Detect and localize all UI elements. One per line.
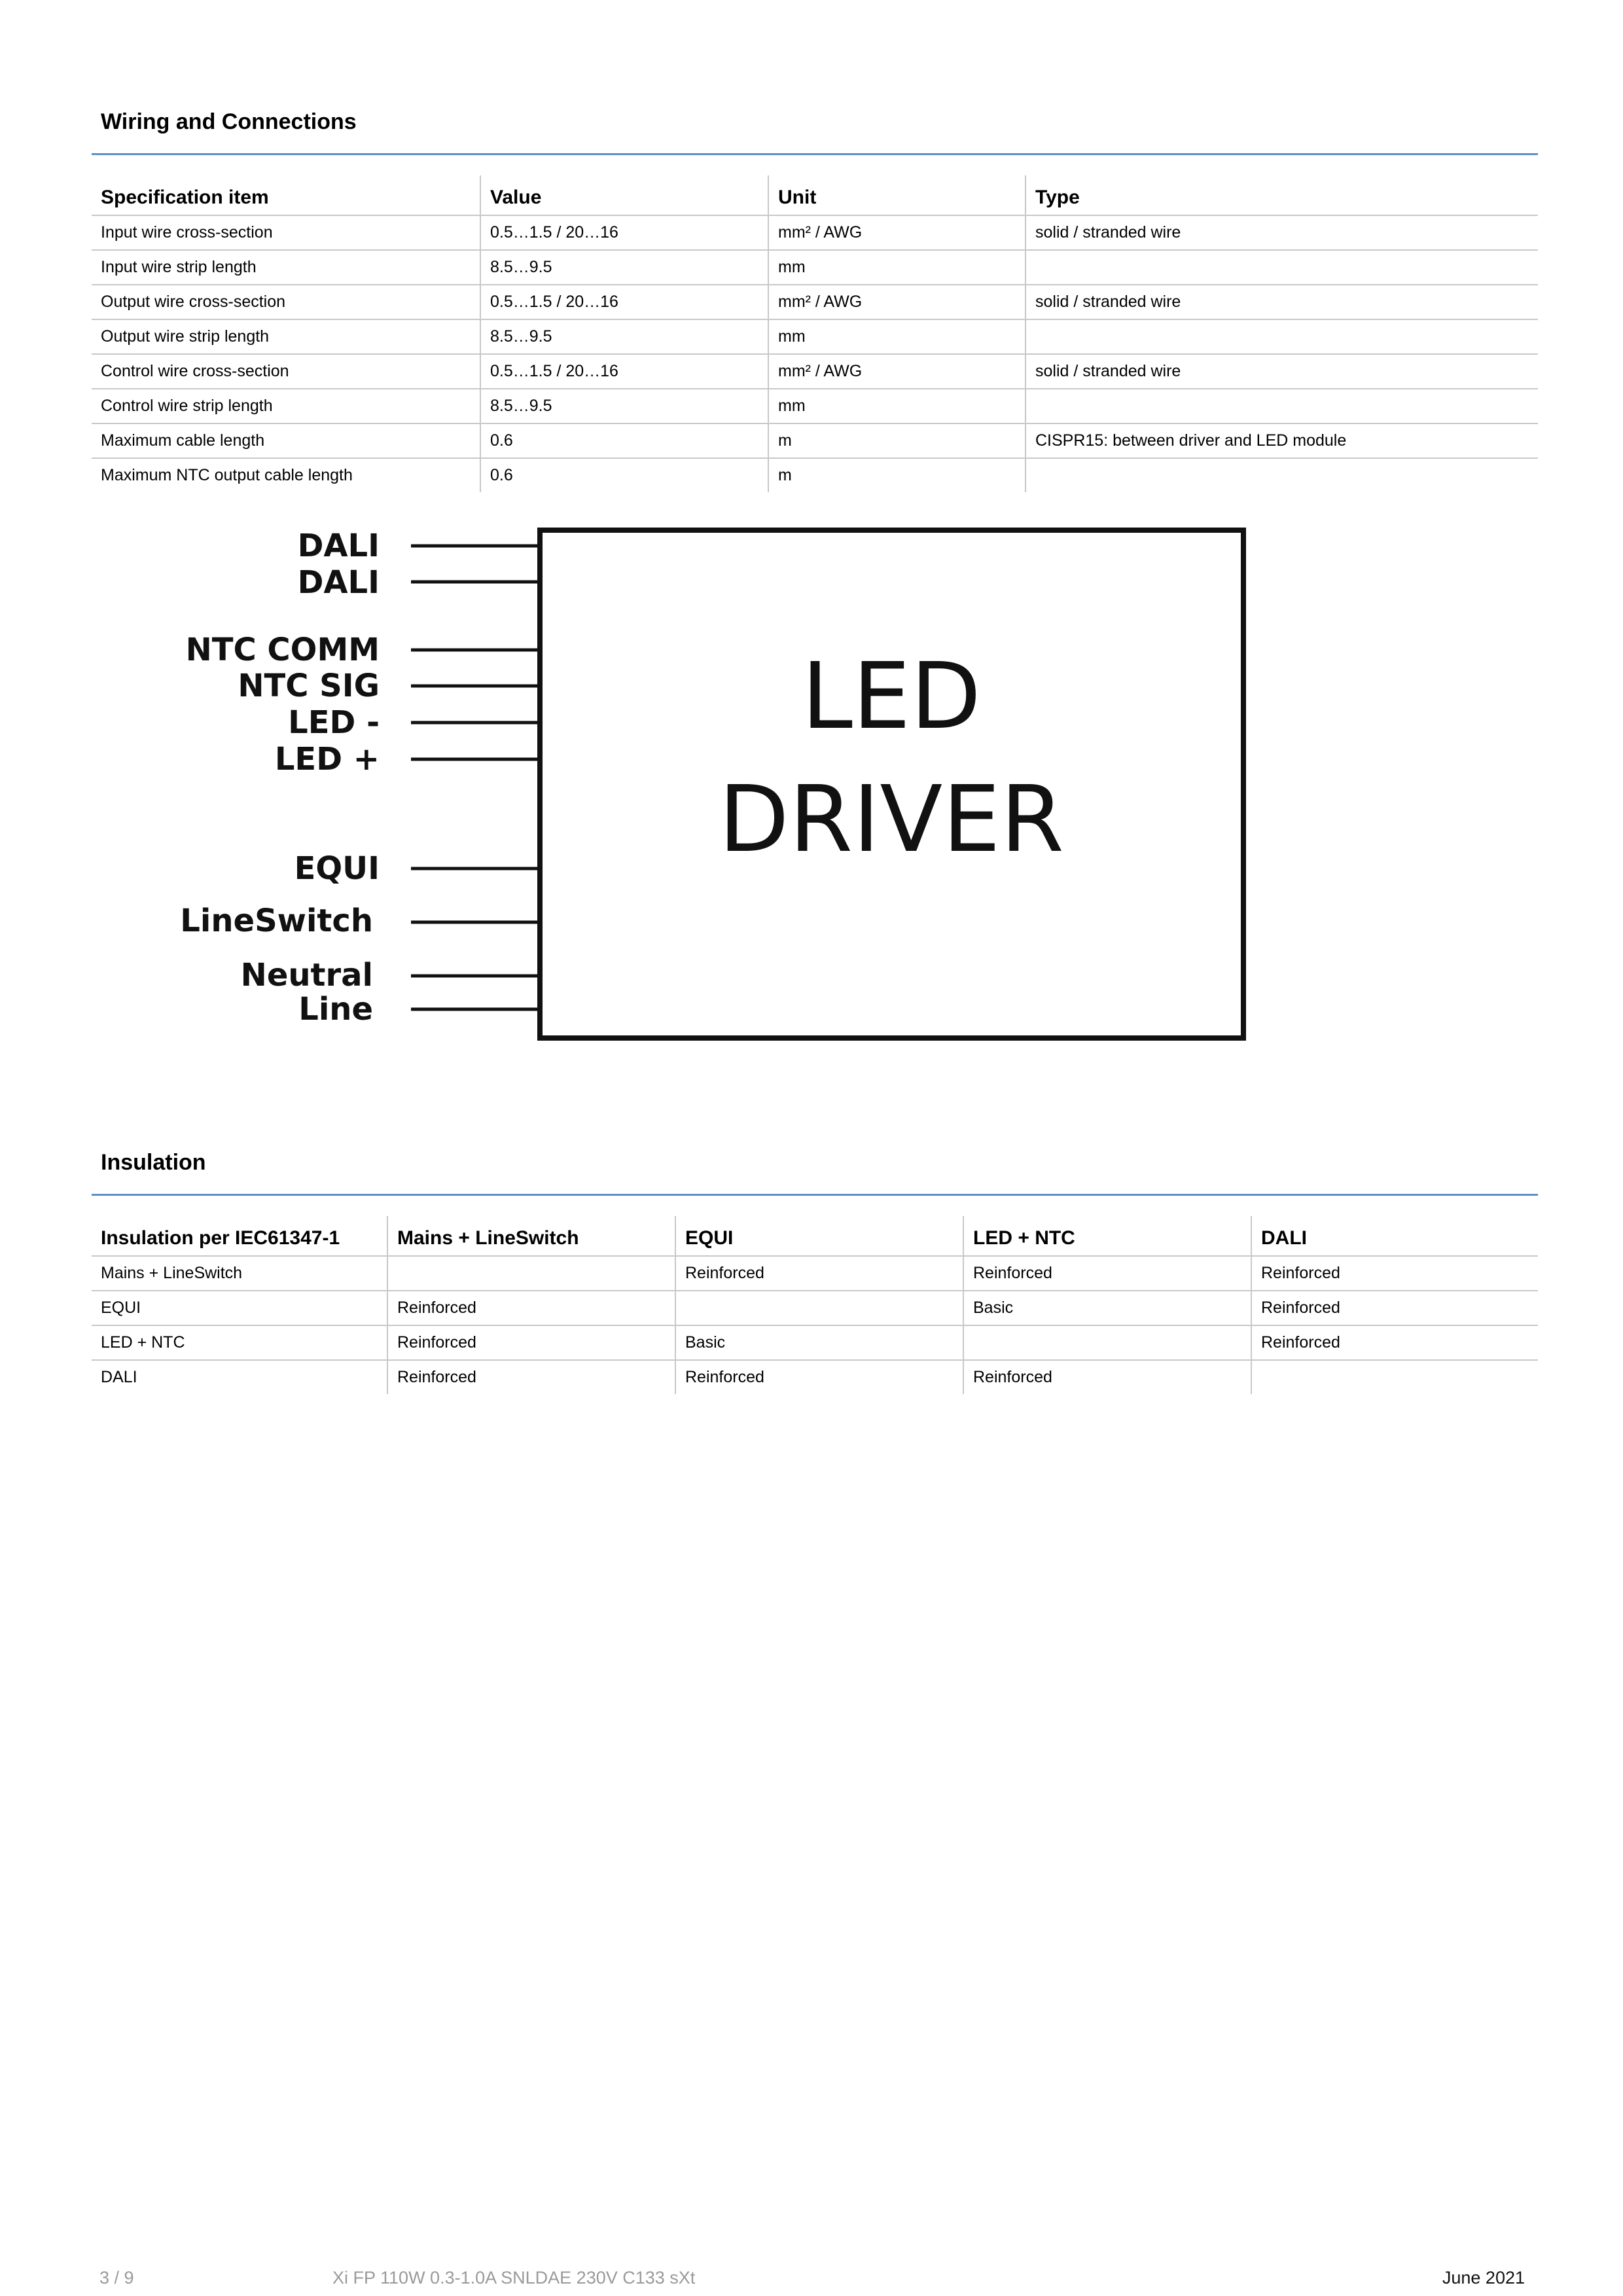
cell-spec-item: Control wire strip length xyxy=(92,389,480,423)
cell-unit: mm xyxy=(768,319,1026,354)
column-header-mains-lineswitch: Mains + LineSwitch xyxy=(387,1216,675,1256)
cell-dali: Reinforced xyxy=(1251,1325,1538,1360)
column-header-spec-item: Specification item xyxy=(92,175,480,215)
cell-value: 0.6 xyxy=(480,458,768,492)
terminal-label-lineswitch: LineSwitch xyxy=(180,903,373,939)
cell-type: solid / stranded wire xyxy=(1026,285,1538,319)
table-row xyxy=(92,1291,1538,1325)
cell-equi xyxy=(675,1291,963,1325)
terminal-label-led-minus: LED - xyxy=(288,704,380,741)
cell-equi: Reinforced xyxy=(675,1256,963,1291)
footer-page-number: 3 / 9 xyxy=(99,2268,134,2287)
column-header-led-ntc: LED + NTC xyxy=(963,1216,1251,1256)
insulation-table xyxy=(92,1216,1538,1394)
cell-unit: mm² / AWG xyxy=(768,354,1026,389)
cell-dali: Reinforced xyxy=(1251,1256,1538,1291)
table-row xyxy=(92,458,1538,492)
cell-type: solid / stranded wire xyxy=(1026,354,1538,389)
cell-mains-lineswitch: Reinforced xyxy=(387,1325,675,1360)
table-row xyxy=(92,1325,1538,1360)
column-header-dali: DALI xyxy=(1251,1216,1538,1256)
column-header-type: Type xyxy=(1026,175,1538,215)
column-header-equi: EQUI xyxy=(675,1216,963,1256)
table-row xyxy=(92,1256,1538,1291)
table-row xyxy=(92,389,1538,423)
wiring-table xyxy=(92,175,1538,492)
terminal-label-led-plus: LED + xyxy=(274,741,380,778)
terminal-label-neutral: Neutral xyxy=(240,957,373,994)
cell-led-ntc: Basic xyxy=(963,1291,1251,1325)
driver-label-line2: DRIVER xyxy=(719,766,1064,873)
cell-led-ntc: Reinforced xyxy=(963,1360,1251,1394)
column-header-insulation: Insulation per IEC61347-1 xyxy=(92,1216,387,1256)
cell-spec-item: Input wire cross-section xyxy=(92,215,480,250)
cell-row-label: DALI xyxy=(101,1368,137,1386)
column-header-value: Value xyxy=(480,175,768,215)
terminal-label-dali-1: DALI xyxy=(297,528,380,564)
wiring-diagram xyxy=(164,518,1250,1059)
cell-type xyxy=(1026,319,1538,354)
cell-value: 0.5…1.5 / 20…16 xyxy=(480,285,768,319)
footer-product-name: Xi FP 110W 0.3-1.0A SNLDAE 230V C133 sXt xyxy=(332,2268,696,2287)
driver-label-line1: LED xyxy=(801,643,982,750)
cell-unit: mm xyxy=(768,250,1026,285)
cell-value: 8.5…9.5 xyxy=(480,250,768,285)
cell-type xyxy=(1026,458,1538,492)
cell-type: CISPR15: between driver and LED module xyxy=(1026,423,1538,458)
cell-mains-lineswitch: Reinforced xyxy=(387,1360,675,1394)
cell-unit: m xyxy=(768,423,1026,458)
cell-spec-item: Maximum NTC output cable length xyxy=(101,466,353,484)
table-row xyxy=(92,250,1538,285)
cell-mains-lineswitch xyxy=(387,1256,675,1291)
cell-value: 8.5…9.5 xyxy=(480,319,768,354)
cell-value: 0.6 xyxy=(480,423,768,458)
table-row xyxy=(92,1360,1538,1394)
insulation-title-rule xyxy=(92,1194,1538,1196)
cell-unit: mm² / AWG xyxy=(768,215,1026,250)
table-row xyxy=(92,423,1538,458)
insulation-section-title: Insulation xyxy=(101,1150,206,1175)
cell-value: 0.5…1.5 / 20…16 xyxy=(480,215,768,250)
table-row xyxy=(92,354,1538,389)
cell-mains-lineswitch: Reinforced xyxy=(387,1291,675,1325)
wiring-section-title: Wiring and Connections xyxy=(101,109,357,134)
terminal-label-ntc-comm: NTC COMM xyxy=(185,632,380,668)
column-header-unit: Unit xyxy=(768,175,1026,215)
terminal-label-equi: EQUI xyxy=(294,850,380,887)
cell-unit: m xyxy=(768,458,1026,492)
cell-type: solid / stranded wire xyxy=(1026,215,1538,250)
cell-value: 0.5…1.5 / 20…16 xyxy=(480,354,768,389)
table-header-row xyxy=(92,175,1538,215)
cell-type xyxy=(1026,389,1538,423)
cell-led-ntc xyxy=(963,1325,1251,1360)
cell-unit: mm² / AWG xyxy=(768,285,1026,319)
cell-dali: Reinforced xyxy=(1251,1291,1538,1325)
cell-spec-item: Control wire cross-section xyxy=(92,354,480,389)
cell-unit: mm xyxy=(768,389,1026,423)
table-row xyxy=(92,285,1538,319)
cell-equi: Reinforced xyxy=(675,1360,963,1394)
cell-value: 8.5…9.5 xyxy=(480,389,768,423)
cell-spec-item: Output wire strip length xyxy=(92,319,480,354)
footer-date: June 2021 xyxy=(1442,2268,1525,2287)
cell-equi: Basic xyxy=(675,1325,963,1360)
cell-led-ntc: Reinforced xyxy=(963,1256,1251,1291)
table-row xyxy=(92,319,1538,354)
wiring-title-rule xyxy=(92,153,1538,155)
cell-row-label: LED + NTC xyxy=(92,1325,387,1360)
cell-spec-item: Output wire cross-section xyxy=(92,285,480,319)
table-row xyxy=(92,215,1538,250)
terminal-label-ntc-sig: NTC SIG xyxy=(238,668,380,704)
terminal-label-line: Line xyxy=(298,991,373,1028)
table-header-row xyxy=(92,1216,1538,1256)
cell-spec-item: Input wire strip length xyxy=(92,250,480,285)
cell-spec-item: Maximum cable length xyxy=(92,423,480,458)
cell-row-label: Mains + LineSwitch xyxy=(92,1256,387,1291)
cell-dali xyxy=(1251,1360,1538,1394)
terminal-label-dali-2: DALI xyxy=(297,564,380,601)
cell-type xyxy=(1026,250,1538,285)
cell-row-label: EQUI xyxy=(92,1291,387,1325)
